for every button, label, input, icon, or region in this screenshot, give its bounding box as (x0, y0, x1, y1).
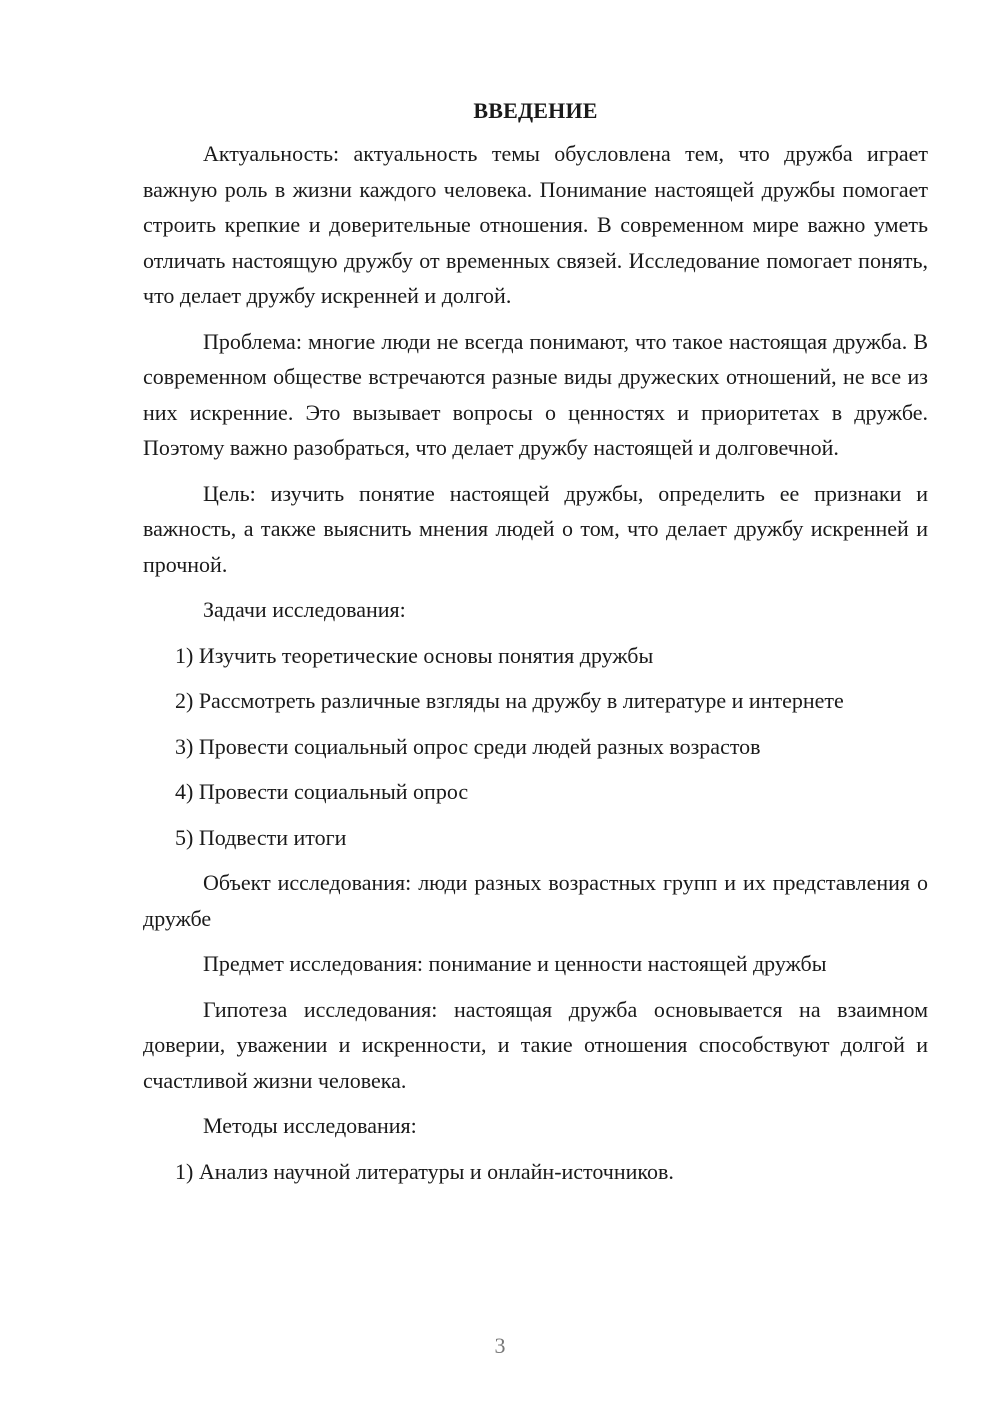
tasks-heading: Задачи исследования: (203, 597, 406, 622)
page-title: ВВЕДЕНИЕ (473, 98, 598, 123)
relevance-paragraph: Актуальность: актуальность темы обусловлена тем, что дружба играет важную роль в жизни каждого человека. Понимание настоящей дружбы помогает строить крепкие и доверительные отношения. В современном мире важно уметь отличать настоящую дружбу от временных связей. Исследование помогает понять, что делает дружбу искренней и долгой. (143, 141, 928, 308)
task-item: 3) Провести социальный опрос среди людей разных возрастов (175, 733, 761, 759)
goal-paragraph: Цель: изучить понятие настоящей дружбы, определить ее признаки и важность, а также выяснить мнения людей о том, что делает дружбу искренней и прочной. (143, 480, 928, 577)
object-paragraph: Объект исследования: люди разных возрастных групп и их представления о дружбе (143, 870, 928, 931)
task-item: 4) Провести социальный опрос (175, 779, 469, 804)
methods-heading: Методы исследования: (203, 1113, 417, 1138)
hypothesis-paragraph: Гипотеза исследования: настоящая дружба основывается на взаимном доверии, уважении и искренности, и такие отношения способствуют долгой и счастливой жизни человека. (143, 996, 928, 1093)
subject-paragraph: Предмет исследования: понимание и ценности настоящей дружбы (203, 951, 827, 976)
problem-paragraph: Проблема: многие люди не всегда понимают, что такое настоящая дружба. В современном обществе встречаются разные виды дружеских отношений, не все из них искренние. Это вызывает вопросы о ценностях и приоритетах в дружбе. Поэтому важно разобраться, что делает дружбу настоящей и долговечной. (143, 328, 928, 460)
task-item: 1) Изучить теоретические основы понятия дружбы (175, 642, 654, 668)
page-content (143, 93, 928, 1199)
page-number: 3 (494, 1333, 506, 1358)
task-item: 2) Рассмотреть различные взгляды на дружбу в литературе и интернете (175, 688, 844, 713)
task-item: 5) Подвести итоги (175, 824, 347, 850)
method-item: 1) Анализ научной литературы и онлайн-источников. (175, 1158, 674, 1184)
